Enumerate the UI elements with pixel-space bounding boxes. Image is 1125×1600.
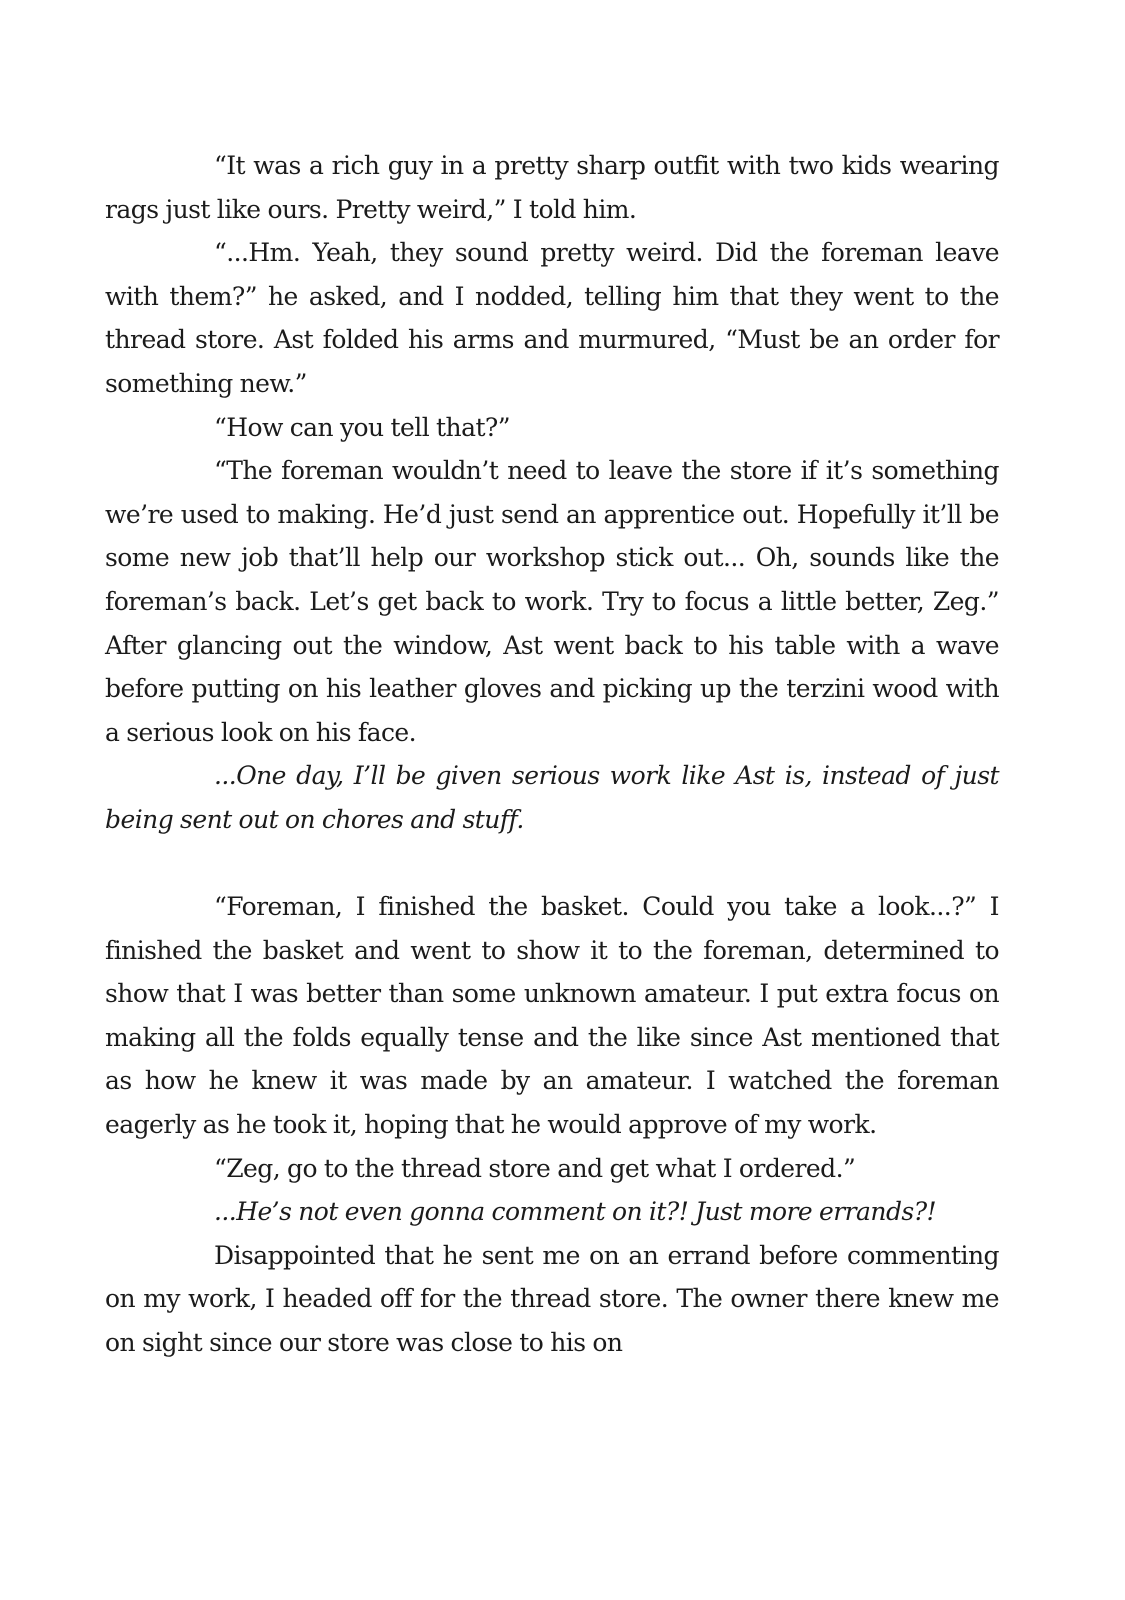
paragraph: “It was a rich guy in a pretty sharp outfit with two kids wearing rags just like ours. Pretty weird,” I told him. bbox=[105, 151, 999, 224]
paragraph: “Foreman, I finished the basket. Could you take a look...?” I finished the basket and went to show it to the foreman, determined to show that I was better than some unknown amateur. I put extra focus on making all the folds equally tense and the like since Ast mentioned that as how he knew it was made by an amateur. I watched the foreman eagerly as he took it, hoping that he would approve of my work. bbox=[105, 892, 999, 1140]
scene-break bbox=[105, 842, 999, 886]
italic-thought-paragraph: ...One day, I’ll be given serious work like Ast is, instead of just being sent out on chores and stuff. bbox=[105, 761, 999, 834]
paragraph: “...Hm. Yeah, they sound pretty weird. Did the foreman leave with them?” he asked, and I nodded, telling him that they went to the thread store. Ast folded his arms and murmured, “Must be an order for something new.” bbox=[105, 238, 999, 398]
paragraph: “How can you tell that?” bbox=[214, 412, 511, 442]
paragraph: Disappointed that he sent me on an errand before commenting on my work, I headed off for the thread store. The owner there knew me on sight since our store was close to his on bbox=[105, 1240, 999, 1358]
book-page bbox=[105, 144, 999, 1365]
paragraph: “The foreman wouldn’t need to leave the store if it’s something we’re used to making. He’d just send an apprentice out. Hopefully it’ll be some new job that’ll help our workshop stick out... Oh, sounds like the foreman’s back. Let’s get back to work. Try to focus a little better, Zeg.” After glancing out the window, Ast went back to his table with a wave before putting on his leather gloves and picking up the terzini wood with a serious look on his face. bbox=[105, 456, 999, 747]
italic-thought-paragraph: ...He’s not even gonna comment on it?! Just more errands?! bbox=[214, 1197, 937, 1227]
paragraph: “Zeg, go to the thread store and get what I ordered.” bbox=[214, 1153, 856, 1183]
